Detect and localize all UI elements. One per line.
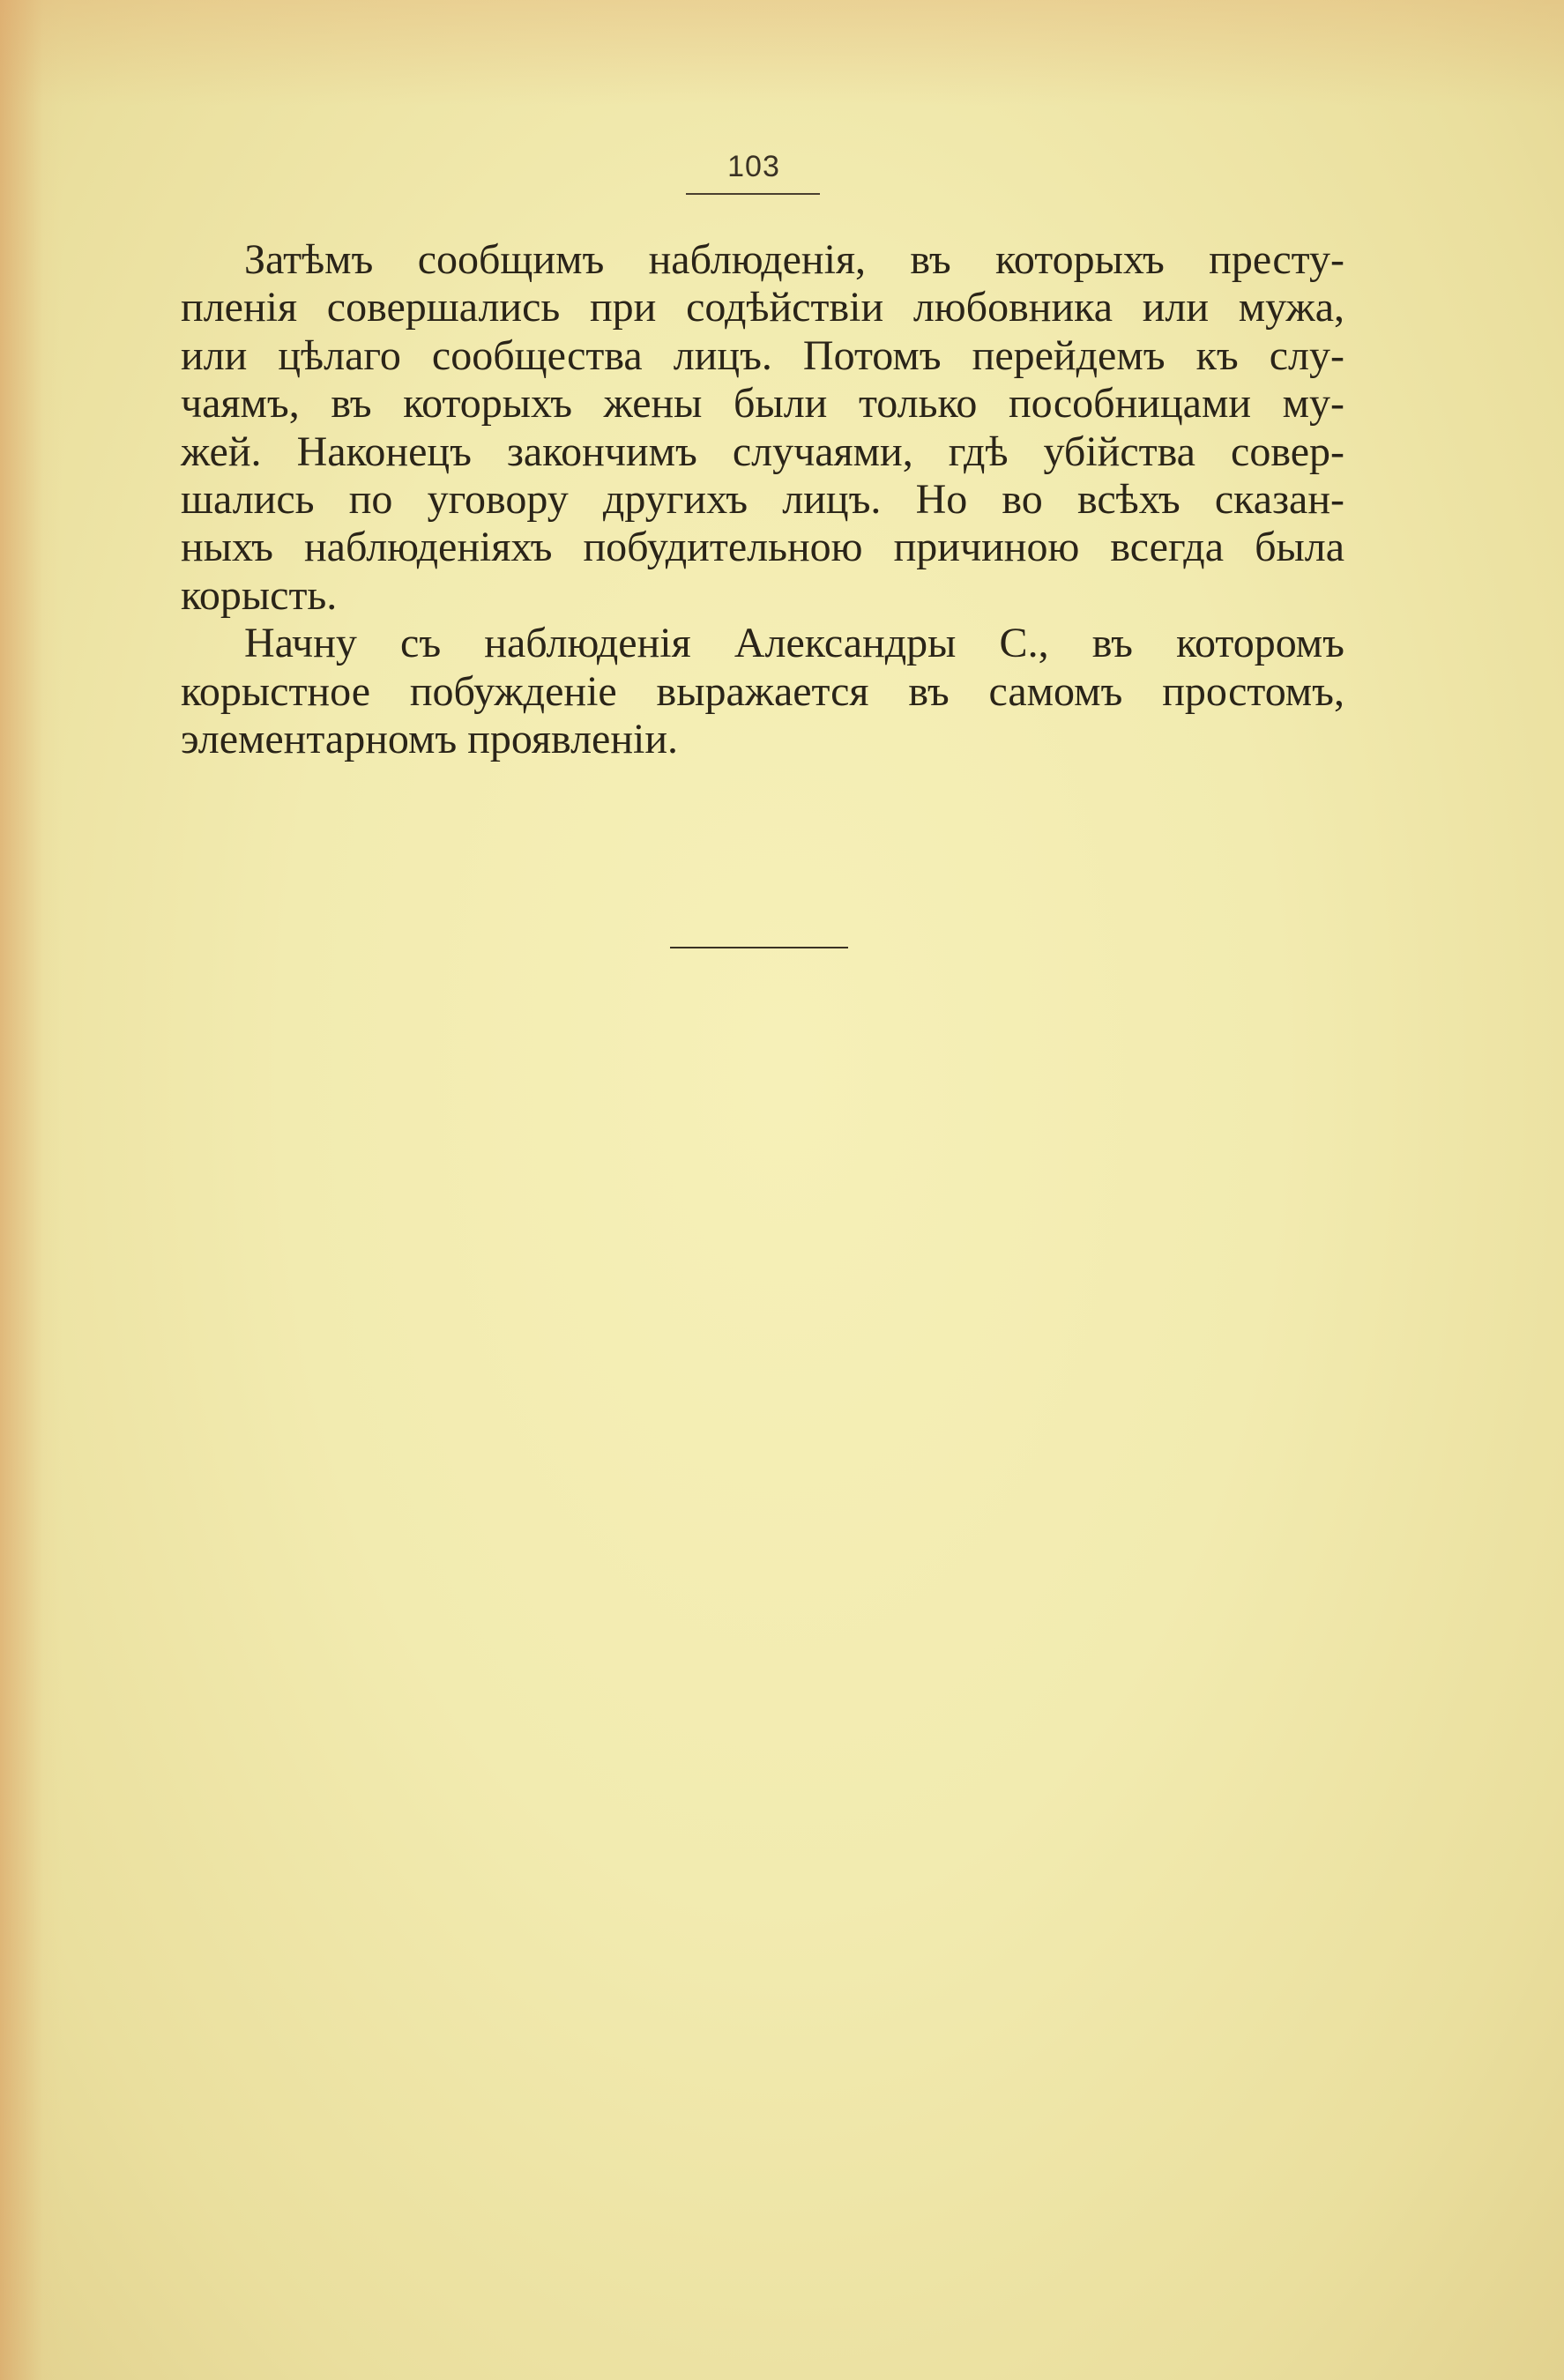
text-line: Начну съ наблюденія Александры С., въ которомъ [244, 620, 1344, 667]
section-end-rule [670, 947, 848, 948]
page-number-rule [686, 193, 820, 195]
text-line: Затѣмъ сообщимъ наблюденія, въ которыхъ престу- [244, 236, 1344, 283]
body-text [181, 236, 1344, 763]
page-number: 103 [727, 150, 780, 183]
text-line: корысть. [181, 571, 338, 619]
text-line: ныхъ наблюденіяхъ побудительною причиною всегда была [181, 524, 1344, 571]
page-top-tint [0, 0, 1564, 106]
page-edge-shadow [0, 0, 62, 2380]
text-line: шались по уговору другихъ лицъ. Но во всѣхъ сказан- [181, 476, 1344, 524]
paragraph-2 [181, 620, 1344, 763]
text-line: пленія совершались при содѣйствіи любовника или мужа, [181, 284, 1344, 331]
text-line: корыстное побужденіе выражается въ самомъ простомъ, [181, 667, 1344, 715]
paragraph-1 [181, 236, 1344, 620]
text-line: чаямъ, въ которыхъ жены были только пособницами му- [181, 380, 1344, 428]
text-line: элементарномъ проявленіи. [181, 716, 679, 763]
text-line: или цѣлаго сообщества лицъ. Потомъ перейдемъ къ слу- [181, 331, 1344, 379]
text-line: жей. Наконецъ закончимъ случаями, гдѣ убійства совер- [181, 428, 1344, 475]
